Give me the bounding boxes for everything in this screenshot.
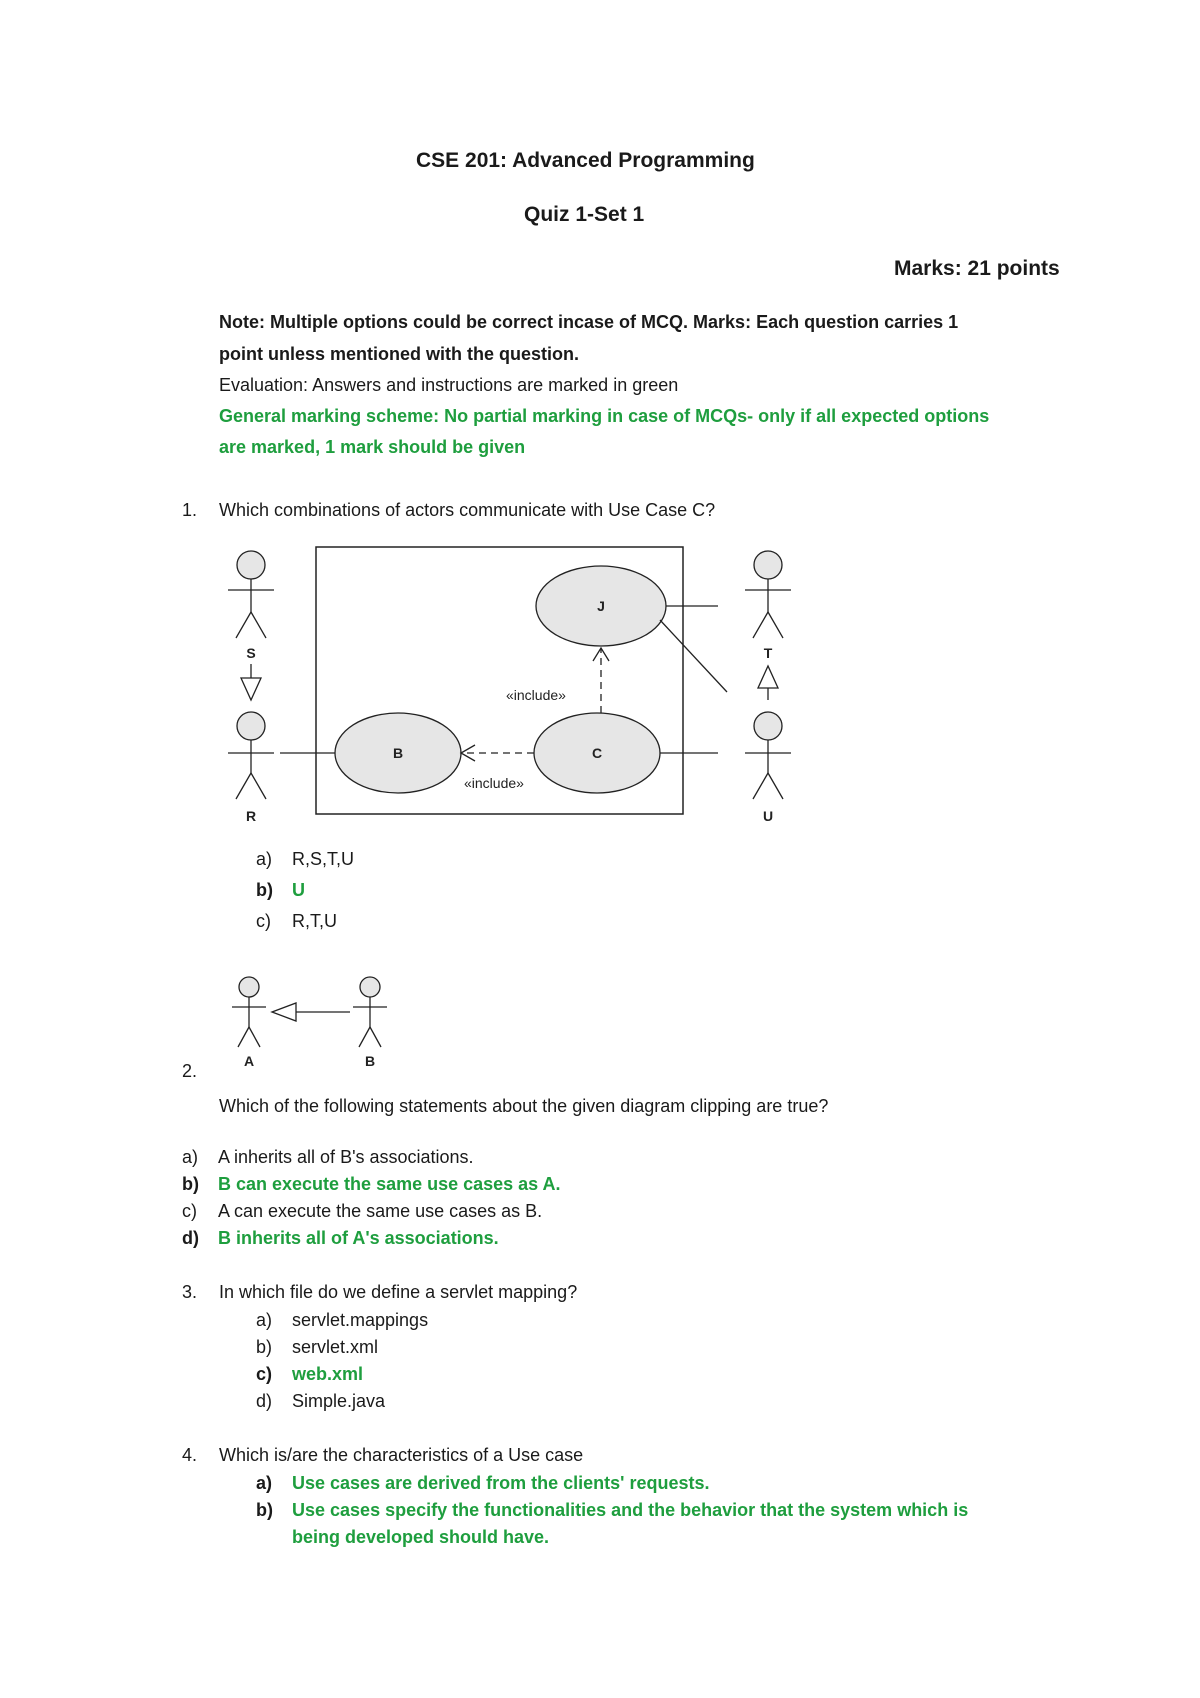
q4-number: 4.: [182, 1445, 198, 1465]
q1-option-a-label: a): [256, 849, 273, 869]
q3-option-b-label: b): [256, 1337, 273, 1357]
use-case-b-label: B: [392, 745, 404, 761]
use-case-j-label: J: [597, 598, 605, 614]
q2-option-d-label: d): [182, 1228, 199, 1248]
q4-option-a: [256, 1473, 709, 1494]
include-label-cj: «include»: [506, 687, 566, 703]
q4-text: Which is/are the characteristics of a Use case: [219, 1445, 584, 1465]
q3-option-a: [256, 1310, 428, 1331]
actor-r: [228, 712, 274, 799]
q4-option-b-text: Use cases specify the functionalities and the behavior that the system which is: [292, 1500, 969, 1520]
note-line-1: Note: Multiple options could be correct incase of MCQ. Marks: Each question carries 1: [219, 312, 959, 332]
actor-b-label: B: [364, 1053, 376, 1069]
q3-option-c-text: web.xml: [292, 1364, 364, 1384]
actor-s-label: S: [246, 645, 256, 661]
q2-option-d-text: B inherits all of A's associations.: [218, 1228, 499, 1248]
q2-option-b: [182, 1174, 561, 1195]
q1-number: 1.: [182, 500, 198, 520]
q2-actor-diagram: [222, 975, 412, 1075]
generalization-b-a-arrowhead: [272, 1003, 296, 1021]
actor-t: [745, 551, 791, 638]
evaluation-note: Evaluation: Answers and instructions are marked in green: [219, 375, 679, 395]
q4-option-b-label: b): [256, 1500, 273, 1520]
q1-option-a-text: R,S,T,U: [292, 849, 355, 869]
marks-total: Marks: 21 points: [894, 257, 1060, 280]
q3-option-d: [256, 1391, 385, 1412]
actor-t-label: T: [763, 645, 773, 661]
q1-option-b-label: b): [256, 880, 273, 900]
q3-option-a-text: servlet.mappings: [292, 1310, 429, 1330]
q2-option-c-text: A can execute the same use cases as B.: [218, 1201, 543, 1221]
actor-a-label: A: [243, 1053, 255, 1069]
q2-option-b-text: B can execute the same use cases as A.: [218, 1174, 561, 1194]
q3-number: 3.: [182, 1282, 198, 1302]
actor-r-label: R: [245, 808, 257, 824]
q1-use-case-diagram: [220, 540, 820, 830]
q4-option-b-continuation: being developed should have.: [292, 1527, 550, 1547]
q1-option-b-text: U: [292, 880, 305, 900]
actor-a: [232, 977, 266, 1047]
actor-b: [353, 977, 387, 1047]
include-label-cb: «include»: [464, 775, 524, 791]
q1-option-c-label: c): [256, 911, 271, 931]
use-case-c-label: C: [591, 745, 603, 761]
q2-option-a-label: a): [182, 1147, 199, 1167]
course-title: CSE 201: Advanced Programming: [416, 149, 755, 172]
assoc-j-u: [660, 620, 727, 692]
actor-s: [228, 551, 274, 638]
q3-option-d-text: Simple.java: [292, 1391, 386, 1411]
q2-option-c-label: c): [182, 1201, 197, 1221]
q3-option-c: [256, 1364, 363, 1385]
q2-option-b-label: b): [182, 1174, 199, 1194]
q3-option-b: [256, 1337, 378, 1358]
q2-option-d: [182, 1228, 499, 1249]
q3-option-c-label: c): [256, 1364, 273, 1384]
q1-option-c: [256, 911, 337, 932]
q1-option-a: [256, 849, 354, 870]
q4-option-b: [256, 1500, 968, 1521]
q1-text: Which combinations of actors communicate with Use Case C?: [219, 500, 716, 520]
q4-option-a-label: a): [256, 1473, 273, 1493]
q1-option-b: [256, 880, 305, 901]
q2-number: 2.: [182, 1061, 198, 1081]
actor-u: [745, 712, 791, 799]
generalization-u-t-arrowhead: [758, 666, 778, 688]
marking-scheme-line-2: are marked, 1 mark should be given: [219, 437, 526, 457]
q2-option-a-text: A inherits all of B's associations.: [218, 1147, 474, 1167]
q3-option-d-label: d): [256, 1391, 273, 1411]
q3-text: In which file do we define a servlet mapping?: [219, 1282, 578, 1302]
quiz-title: Quiz 1-Set 1: [524, 203, 645, 226]
note-line-2: point unless mentioned with the question.: [219, 344, 579, 364]
q3-option-b-text: servlet.xml: [292, 1337, 379, 1357]
actor-u-label: U: [762, 808, 774, 824]
generalization-s-r-arrowhead: [241, 678, 261, 700]
q2-option-c: [182, 1201, 542, 1222]
q2-text: Which of the following statements about the given diagram clipping are true?: [219, 1096, 829, 1116]
q2-option-a: [182, 1147, 474, 1168]
marking-scheme-line-1: General marking scheme: No partial marking in case of MCQs- only if all expected options: [219, 406, 990, 426]
q3-option-a-label: a): [256, 1310, 273, 1330]
q4-option-a-text: Use cases are derived from the clients' requests.: [292, 1473, 710, 1493]
q1-option-c-text: R,T,U: [292, 911, 337, 931]
